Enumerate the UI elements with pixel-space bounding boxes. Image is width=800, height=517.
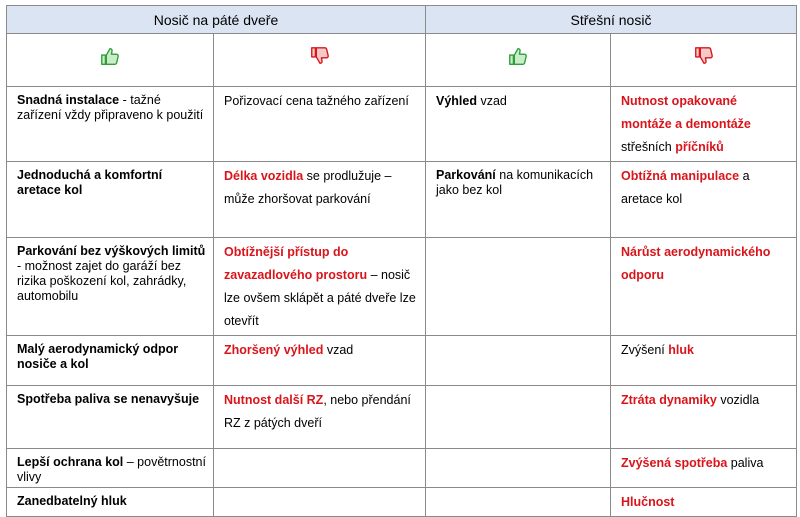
highlighted-text: Zvýšená spotřeba xyxy=(621,456,728,470)
table-cell xyxy=(214,488,426,517)
bold-text: Zanedbatelný hluk xyxy=(17,494,127,508)
table-cell xyxy=(611,162,797,238)
highlighted-text: Délka vozidla xyxy=(224,169,304,183)
thumbs-up-icon xyxy=(507,45,529,67)
table-cell xyxy=(214,449,426,488)
bold-text: Lepší ochrana kol xyxy=(17,455,124,469)
bold-text: Parkování bez výškových limitů xyxy=(17,244,206,258)
table-cell xyxy=(7,162,214,238)
table-row xyxy=(7,162,797,238)
table-row xyxy=(7,488,797,517)
bold-text: Jednoduchá a komfortní aretace kol xyxy=(17,168,163,197)
icon-cell xyxy=(611,34,797,87)
highlighted-text: Zhoršený výhled xyxy=(224,343,324,357)
table-cell xyxy=(611,449,797,488)
table-cell xyxy=(426,162,611,238)
table-cell xyxy=(7,336,214,386)
thumbs-down-icon xyxy=(693,45,715,67)
table-row xyxy=(7,238,797,336)
highlighted-text: Obtížná manipulace xyxy=(621,169,740,183)
table-row xyxy=(7,449,797,488)
icon-row xyxy=(7,34,797,87)
table-cell xyxy=(7,449,214,488)
cell-text: střešních xyxy=(621,140,676,154)
highlighted-text: Nutnost další RZ xyxy=(224,393,324,407)
header-rear-door-carrier: Nosič na páté dveře xyxy=(7,6,426,34)
bold-text: Snadná instalace xyxy=(17,93,120,107)
table-cell xyxy=(611,238,797,336)
table-cell xyxy=(611,386,797,449)
table-cell xyxy=(7,386,214,449)
header-row xyxy=(7,6,797,34)
table-cell xyxy=(7,488,214,517)
table-cell xyxy=(611,336,797,386)
cell-text: – povětrnostní vlivy xyxy=(17,455,206,484)
table-cell xyxy=(214,386,426,449)
icon-cell xyxy=(214,34,426,87)
bold-text: Výhled xyxy=(436,94,477,108)
table-cell xyxy=(426,336,611,386)
thumbs-up-icon xyxy=(99,45,121,67)
cell-text: Zvýšení xyxy=(621,343,669,357)
cell-text: na komunikacích jako bez kol xyxy=(436,168,594,197)
table-cell xyxy=(214,87,426,162)
cell-text: – nosič lze ovšem sklápět a páté dveře lze otevřít xyxy=(224,268,416,328)
cell-text: vzad xyxy=(477,94,507,108)
highlighted-text: Hlučnost xyxy=(621,495,675,509)
table-cell xyxy=(426,488,611,517)
cell-text: se prodlužuje – může zhoršovat parkování xyxy=(224,169,392,206)
bold-text: Parkování xyxy=(436,168,496,182)
table-cell xyxy=(611,488,797,517)
table-cell xyxy=(426,238,611,336)
table-cell xyxy=(214,162,426,238)
table-row xyxy=(7,386,797,449)
cell-text: Pořizovací cena tažného zařízení xyxy=(224,94,409,108)
table-cell xyxy=(214,336,426,386)
table-cell xyxy=(426,386,611,449)
cell-text: - možnost zajet do garáží bez rizika poškození kol, zahrádky, automobilu xyxy=(17,259,187,303)
table-cell xyxy=(426,87,611,162)
comparison-table xyxy=(6,5,797,517)
highlighted-text: Ztráta dynamiky xyxy=(621,393,717,407)
table-cell xyxy=(214,238,426,336)
table-row xyxy=(7,336,797,386)
highlighted-text: Nutnost opakované montáže a demontáže xyxy=(621,94,751,131)
icon-cell xyxy=(7,34,214,87)
table-cell xyxy=(611,87,797,162)
cell-text: paliva xyxy=(727,456,764,470)
table-cell xyxy=(7,238,214,336)
table-cell xyxy=(426,449,611,488)
highlighted-text: příčníků xyxy=(675,140,724,154)
highlighted-text: hluk xyxy=(668,343,694,357)
cell-text: vozidla xyxy=(716,393,760,407)
bold-text: Spotřeba paliva se nenavyšuje xyxy=(17,392,200,406)
cell-text: vzad xyxy=(323,343,354,357)
header-roof-carrier: Střešní nosič xyxy=(426,6,797,34)
cell-text: - tažné zařízení vždy připraveno k použití xyxy=(17,93,204,122)
table-cell xyxy=(7,87,214,162)
highlighted-text: Nárůst aerodynamického odporu xyxy=(621,245,771,282)
bold-text: Malý aerodynamický odpor nosiče a kol xyxy=(17,342,179,371)
thumbs-down-icon xyxy=(309,45,331,67)
table-row xyxy=(7,87,797,162)
cell-text: a aretace kol xyxy=(621,169,750,206)
icon-cell xyxy=(426,34,611,87)
highlighted-text: Obtížnější přístup do zavazadlového prostoru xyxy=(224,245,368,282)
cell-text: , nebo přendání RZ z pátých dveří xyxy=(224,393,411,430)
